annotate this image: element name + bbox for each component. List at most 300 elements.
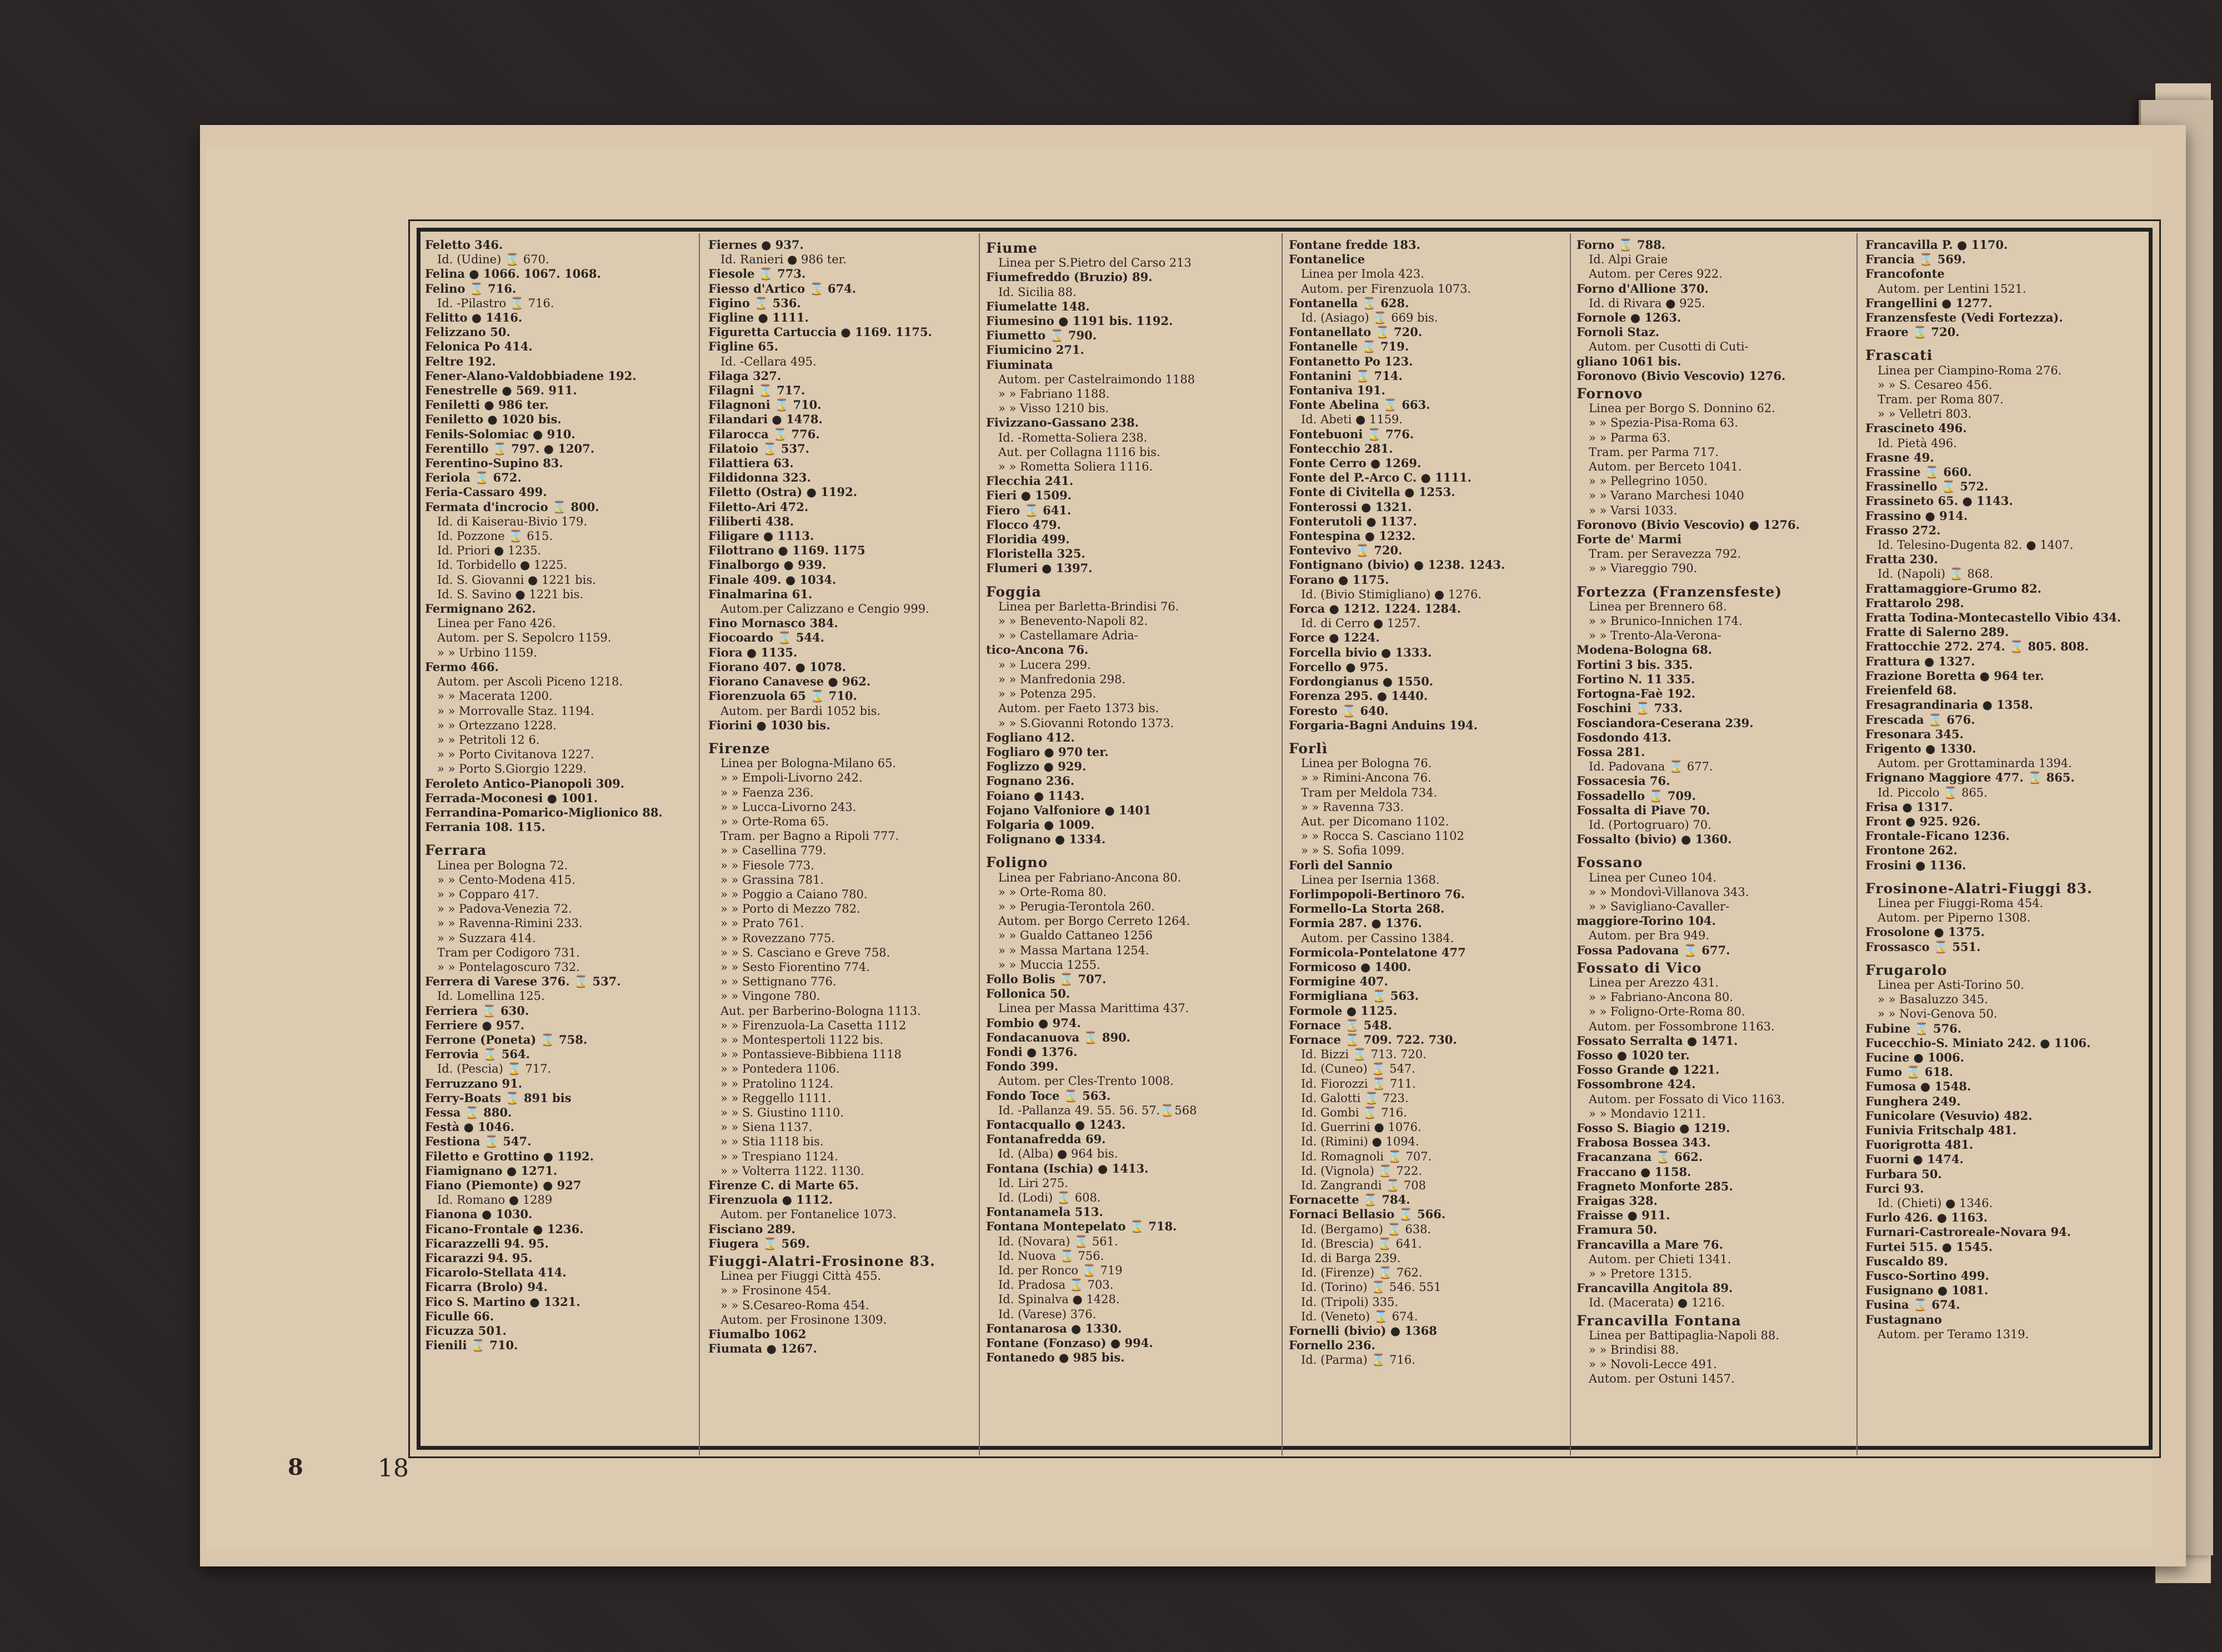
index-entry: Filattiera 63. — [708, 456, 794, 470]
index-entry: » » Pretore 1315. — [1589, 1267, 1692, 1281]
index-entry: Fordongianus ● 1550. — [1289, 674, 1434, 689]
index-entry: Autom. per Grottaminarda 1394. — [1878, 757, 2072, 770]
index-entry: Francofonte — [1865, 267, 1945, 281]
index-entry: Autom. per Bardi 1052 bis. — [720, 704, 881, 718]
index-entry: Fenils-Solomiac ● 910. — [425, 427, 575, 441]
index-entry: Fermo 466. — [425, 659, 499, 674]
index-entry: Id. per Ronco ⌛ 719 — [998, 1264, 1123, 1278]
index-entry: Tram. per Bagno a Ripoli 777. — [720, 829, 899, 843]
index-entry: Id. (Bergamo) ⌛ 638. — [1301, 1222, 1432, 1236]
index-entry: Fogliaro ● 970 ter. — [986, 744, 1109, 759]
index-entry: » » Castellamare Adria- — [998, 629, 1138, 643]
index-entry: Forano ● 1175. — [1289, 572, 1389, 587]
index-entry: » » Lucera 299. — [998, 658, 1091, 672]
index-entry: » » Savigliano-Cavaller- — [1589, 899, 1730, 913]
index-entry: Fontaniva 191. — [1289, 383, 1385, 398]
index-entry: Furlo 426. ● 1163. — [1865, 1210, 1988, 1225]
index-entry: Figuretta Cartuccia ● 1169. 1175. — [708, 325, 932, 339]
index-entry: » » Morrovalle Staz. 1194. — [437, 704, 594, 718]
index-entry: Id. Ranieri ● 986 ter. — [720, 253, 847, 267]
index-entry: Forte de' Marmi — [1577, 532, 1682, 547]
index-entry: Fienili ⌛ 710. — [425, 1338, 518, 1353]
index-entry: Fico S. Martino ● 1321. — [425, 1294, 580, 1309]
index-entry: Linea per Fiuggi-Roma 454. — [1878, 896, 2044, 910]
index-entry: » » S. Giustino 1110. — [720, 1105, 844, 1119]
index-entry: Formole ● 1125. — [1289, 1003, 1398, 1018]
index-entry: Fiumicino 271. — [986, 343, 1084, 357]
index-entry: Ficarra (Brolo) 94. — [425, 1280, 548, 1294]
index-entry: Fondi ● 1376. — [986, 1044, 1078, 1059]
index-entry: Fener-Alano-Valdobbiadene 192. — [425, 368, 637, 383]
index-entry: Id. (Asiago) ⌛ 669 bis. — [1301, 311, 1438, 325]
index-entry: Tram. per Seravezza 792. — [1589, 547, 1741, 561]
index-entry: Fresagrandinaria ● 1358. — [1865, 698, 2033, 712]
index-entry: » » Novi-Genova 50. — [1878, 1007, 1998, 1021]
index-entry: Fontevivo ⌛ 720. — [1289, 543, 1403, 558]
index-entry: Frosolone ● 1375. — [1865, 925, 1985, 939]
index-entry: Fosciandora-Ceserana 239. — [1577, 715, 1754, 730]
index-entry: Id. Fiorozzi ⌛ 711. — [1301, 1077, 1416, 1090]
index-entry: Finalborgo ● 939. — [708, 558, 827, 572]
index-entry: » » Siena 1137. — [720, 1120, 813, 1134]
index-entry: Fossato Serralta ● 1471. — [1577, 1033, 1738, 1048]
index-entry: Id. -Rometta-Soliera 238. — [998, 430, 1148, 444]
index-entry: Ficuzza 501. — [425, 1324, 507, 1338]
index-entry: Fossato di Vico — [1577, 959, 1702, 976]
index-column-6 — [1865, 238, 2149, 1341]
index-entry: Autom. per Berceto 1041. — [1589, 460, 1742, 474]
index-entry: Id. (Bivio Stimigliano) ● 1276. — [1301, 587, 1482, 601]
index-entry — [1865, 954, 2149, 960]
index-entry: Francavilla P. ● 1170. — [1865, 238, 2008, 252]
index-entry: Fivizzano-Gassano 238. — [986, 415, 1139, 430]
column-rule — [1856, 233, 1858, 1455]
index-entry: Fondo Toce ⌛ 563. — [986, 1088, 1111, 1103]
index-entry: Fratte di Salerno 289. — [1865, 625, 2009, 639]
index-entry: Felino ⌛ 716. — [425, 281, 517, 296]
index-entry: Tram. per Parma 717. — [1589, 445, 1719, 459]
index-entry: Fornello 236. — [1289, 1338, 1375, 1353]
index-entry: Fortini 3 bis. 335. — [1577, 657, 1693, 672]
index-entry: Fognano 236. — [986, 774, 1075, 788]
index-entry: Fermignano 262. — [425, 602, 536, 616]
index-entry: Id. Gombi ⌛ 716. — [1301, 1105, 1407, 1119]
index-entry: Fosdondo 413. — [1577, 730, 1671, 744]
index-entry: » » Velletri 803. — [1878, 407, 1972, 421]
index-entry: Ficarazzi 94. 95. — [425, 1251, 533, 1265]
index-entry: » » Brunico-Innichen 174. — [1589, 614, 1743, 628]
index-entry: Id. di Barga 239. — [1301, 1251, 1401, 1265]
index-entry: Fieri ● 1509. — [986, 488, 1072, 503]
index-entry: Autom. per Firenzuola 1073. — [1301, 282, 1472, 296]
index-entry: Fiumefreddo (Bruzio) 89. — [986, 270, 1153, 284]
index-entry: Frosini ● 1136. — [1865, 858, 1966, 872]
index-entry: Fontanelice — [1289, 252, 1365, 267]
index-entry: Fiamignano ● 1271. — [425, 1163, 558, 1178]
index-entry: Fornace ⌛ 709. 722. 730. — [1289, 1032, 1457, 1047]
index-entry: Autom. per Bra 949. — [1589, 929, 1710, 943]
index-entry: Flecchia 241. — [986, 474, 1074, 488]
index-entry: Festà ● 1046. — [425, 1120, 514, 1134]
index-entry: Fonte di Civitella ● 1253. — [1289, 485, 1455, 499]
index-entry: Frassineto 65. ● 1143. — [1865, 494, 2013, 508]
index-entry: Filaga 327. — [708, 368, 782, 383]
index-entry: Francavilla Fontana — [1577, 1312, 1741, 1329]
index-entry: Fiorini ● 1030 bis. — [708, 718, 830, 732]
index-entry: Filiberti 438. — [708, 514, 794, 528]
index-entry: Id. Pradosa ⌛ 703. — [998, 1278, 1114, 1292]
index-entry: » » Suzzara 414. — [437, 931, 536, 945]
index-entry: Fiorano Canavese ● 962. — [708, 674, 871, 689]
index-entry: » » Porto Civitanova 1227. — [437, 748, 594, 762]
index-entry: » » Basaluzzo 345. — [1878, 993, 1988, 1007]
index-entry: Id. Sicilia 88. — [998, 285, 1077, 299]
index-entry: Id. Padovana ⌛ 677. — [1589, 760, 1713, 774]
index-entry: Autom. per Faeto 1373 bis. — [998, 702, 1159, 715]
index-entry: Fontanafredda 69. — [986, 1132, 1106, 1147]
index-entry: Ferrera di Varese 376. ⌛ 537. — [425, 974, 621, 989]
index-entry: Fontana (Ischia) ● 1413. — [986, 1161, 1149, 1175]
index-entry: Fornaci Bellasio ⌛ 566. — [1289, 1207, 1446, 1222]
index-entry: Id. Piccolo ⌛ 865. — [1878, 785, 1988, 799]
index-entry: Autom. per Cles-Trento 1008. — [998, 1074, 1174, 1088]
index-entry: Id. (Napoli) ⌛ 868. — [1878, 567, 1994, 581]
index-entry: Fosso ● 1020 ter. — [1577, 1048, 1690, 1062]
index-entry: Funicolare (Vesuvio) 482. — [1865, 1108, 2033, 1123]
index-entry: » » Manfredonia 298. — [998, 672, 1126, 686]
index-entry: Fusignano ● 1081. — [1865, 1283, 1989, 1298]
index-entry: Linea per Massa Marittima 437. — [998, 1002, 1189, 1015]
index-entry: Linea per Borgo S. Donnino 62. — [1589, 402, 1775, 415]
index-column-5 — [1577, 238, 1848, 1386]
index-entry: Fuorigrotta 481. — [1865, 1138, 1974, 1152]
index-entry: Formello-La Storta 268. — [1289, 902, 1445, 916]
index-entry: Folignano ● 1334. — [986, 832, 1106, 847]
index-entry: Formigliana ⌛ 563. — [1289, 989, 1419, 1003]
index-entry: » » S.Giovanni Rotondo 1373. — [998, 716, 1174, 730]
index-entry: » » Benevento-Napoli 82. — [998, 614, 1148, 628]
index-entry: Autom. per Cusotti di Cuti- — [1589, 340, 1749, 354]
index-entry: Ferentillo ⌛ 797. ● 1207. — [425, 441, 595, 455]
index-entry: Ficulle 66. — [425, 1309, 494, 1323]
index-entry: Frattocchie 272. 274. ⌛ 805. 808. — [1865, 639, 2089, 654]
index-entry: » » Firenzuola-La Casetta 1112 — [720, 1018, 907, 1032]
index-entry: » » Vingone 780. — [720, 989, 820, 1003]
index-entry: » » Brindisi 88. — [1589, 1343, 1679, 1357]
index-entry: Firenzuola ● 1112. — [708, 1193, 833, 1207]
index-entry: Fontignano (bivio) ● 1238. 1243. — [1289, 558, 1505, 572]
index-entry: Id. Liri 275. — [998, 1176, 1068, 1190]
index-entry: Id. Pietà 496. — [1878, 436, 1957, 450]
index-entry: Fossalta di Piave 70. — [1577, 803, 1710, 817]
index-entry: Ferry-Boats ⌛ 891 bis — [425, 1090, 572, 1105]
index-entry: Fontanella ⌛ 628. — [1289, 296, 1409, 310]
index-entry: » » Pratolino 1124. — [720, 1077, 834, 1090]
index-entry: Fiumata ● 1267. — [708, 1341, 817, 1356]
index-entry: Fiuminata — [986, 357, 1053, 372]
index-entry: Finalmarina 61. — [708, 587, 813, 601]
index-entry: » » S. Cesareo 456. — [1878, 378, 1993, 392]
page-number: 18 — [378, 1454, 409, 1483]
index-entry: Feltre 192. — [425, 354, 496, 368]
index-entry: Id. -Pilastro ⌛ 716. — [437, 296, 554, 310]
index-entry: gliano 1061 bis. — [1577, 354, 1681, 368]
index-entry: Id. Priori ● 1235. — [437, 544, 542, 558]
index-entry: Floridia 499. — [986, 532, 1070, 547]
index-entry: Feniletti ● 986 ter. — [425, 398, 549, 412]
index-entry: » » Potenza 295. — [998, 687, 1097, 701]
index-entry: Filandari ● 1478. — [708, 412, 823, 427]
index-entry: Fossa Padovana ⌛ 677. — [1577, 943, 1730, 957]
index-entry: » » Copparo 417. — [437, 887, 539, 901]
index-entry: » » Pontassieve-Bibbiena 1118 — [720, 1048, 902, 1062]
index-entry — [708, 733, 979, 738]
index-entry: Forgaria-Bagni Anduins 194. — [1289, 718, 1478, 732]
index-entry: Fondo 399. — [986, 1059, 1059, 1074]
index-entry: Fumosa ● 1548. — [1865, 1079, 1971, 1094]
index-entry: Fortogna-Faè 192. — [1577, 687, 1695, 701]
index-entry: Id. Romagnoli ⌛ 707. — [1301, 1149, 1432, 1163]
index-entry: Fontecchio 281. — [1289, 441, 1393, 455]
index-entry: Fonte Cerro ● 1269. — [1289, 456, 1422, 470]
index-entry: » » Frosinone 454. — [720, 1284, 832, 1298]
index-entry: Foresto ⌛ 640. — [1289, 703, 1389, 718]
index-entry: tico-Ancona 76. — [986, 643, 1089, 657]
index-entry: Autom. per S. Sepolcro 1159. — [437, 631, 612, 645]
index-entry — [1577, 847, 1848, 852]
index-entry: » » Fabriano-Ancona 80. — [1589, 990, 1733, 1004]
column-rule — [699, 233, 700, 1455]
index-entry: Fucine ● 1006. — [1865, 1050, 1964, 1064]
index-entry: » » Settignano 776. — [720, 975, 837, 989]
index-entry: Ferriera ⌛ 630. — [425, 1003, 529, 1018]
index-entry: Felizzano 50. — [425, 325, 511, 339]
index-entry — [1865, 339, 2149, 345]
index-entry: Fraore ⌛ 720. — [1865, 325, 1960, 339]
index-column-1 — [425, 238, 696, 1353]
index-entry: Ferrara — [425, 842, 487, 859]
index-entry: Linea per Arezzo 431. — [1589, 975, 1719, 989]
index-entry: Frossasco ⌛ 551. — [1865, 939, 1981, 954]
index-entry — [1865, 873, 2149, 878]
index-entry: Formicola-Pontelatone 477 — [1289, 945, 1466, 959]
index-entry: Furnari-Castroreale-Novara 94. — [1865, 1225, 2071, 1239]
index-entry: Foronovo (Bivio Vescovio) ● 1276. — [1577, 517, 1800, 532]
index-entry: Front ● 925. 926. — [1865, 814, 1981, 828]
index-entry: Flocco 479. — [986, 517, 1061, 532]
index-entry — [425, 834, 696, 840]
index-entry: Id. Lomellina 125. — [437, 989, 545, 1003]
index-entry: Id. Bizzi ⌛ 713. 720. — [1301, 1048, 1427, 1062]
index-entry: Fino Mornasco 384. — [708, 616, 838, 630]
index-entry: Id. Torbidello ● 1225. — [437, 558, 568, 572]
index-entry: » » Viareggio 790. — [1589, 562, 1698, 575]
index-entry: » » S. Sofia 1099. — [1301, 844, 1405, 858]
index-entry: » » Trento-Ala-Verona- — [1589, 629, 1721, 643]
index-entry: Fornelli (bivio) ● 1368 — [1289, 1324, 1437, 1338]
index-entry: Id. Guerrini ● 1076. — [1301, 1120, 1422, 1134]
index-entry: Frassinello ⌛ 572. — [1865, 479, 1989, 494]
index-entry: Francia ⌛ 569. — [1865, 252, 1966, 267]
index-entry: Fogliano 412. — [986, 730, 1075, 744]
index-entry: Fiero ⌛ 641. — [986, 503, 1072, 517]
index-entry: Fonte Abelina ⌛ 663. — [1289, 398, 1430, 412]
index-entry: Fontanini ⌛ 714. — [1289, 368, 1403, 383]
index-entry: Franzensfeste (Vedi Fortezza). — [1865, 311, 2063, 325]
index-entry: » » Prato 761. — [720, 917, 804, 930]
index-entry: » » Perugia-Terontola 260. — [998, 899, 1155, 913]
column-rule — [1282, 233, 1283, 1455]
index-entry: Id. S. Savino ● 1221 bis. — [437, 587, 584, 601]
index-entry — [986, 847, 1278, 852]
index-column-3 — [986, 238, 1278, 1365]
index-entry: Fiernes ● 937. — [708, 238, 804, 252]
index-entry: Fusina ⌛ 674. — [1865, 1298, 1960, 1312]
index-entry: Id. di Rivara ● 925. — [1589, 296, 1705, 310]
column-rule — [1570, 233, 1571, 1455]
index-entry: Fiumesino ● 1191 bis. 1192. — [986, 314, 1173, 328]
index-entry: Id. (Pescia) ⌛ 717. — [437, 1062, 552, 1076]
index-entry: Fresonara 345. — [1865, 727, 1964, 741]
index-entry: » » Orte-Roma 80. — [998, 885, 1107, 899]
index-entry: Linea per Asti-Torino 50. — [1878, 978, 2024, 992]
index-entry: Linea per S.Pietro del Carso 213 — [998, 256, 1192, 270]
index-entry: Ferrovia ⌛ 564. — [425, 1047, 530, 1062]
index-entry: Fubine ⌛ 576. — [1865, 1021, 1962, 1035]
index-entry: Fornacette ⌛ 784. — [1289, 1193, 1410, 1207]
index-entry: Foggia — [986, 583, 1042, 600]
index-entry: Formigine 407. — [1289, 974, 1388, 989]
index-entry: Foligno — [986, 854, 1048, 871]
index-entry: » » Cento-Modena 415. — [437, 873, 575, 887]
index-entry: » » Porto di Mezzo 782. — [720, 902, 860, 916]
index-entry: Forenza 295. ● 1440. — [1289, 689, 1428, 703]
index-entry: Fornovo — [1577, 386, 1643, 402]
index-entry: Festiona ⌛ 547. — [425, 1134, 532, 1149]
index-entry: Fiumelatte 148. — [986, 299, 1090, 313]
index-entry: Fornace ⌛ 548. — [1289, 1018, 1392, 1032]
index-entry: Fumo ⌛ 618. — [1865, 1065, 1953, 1079]
index-entry: Frontale-Ficano 1236. — [1865, 829, 2010, 843]
index-entry: Fossadello ⌛ 709. — [1577, 788, 1696, 803]
index-entry: Foronovo (Bivio Vescovio) 1276. — [1577, 368, 1786, 383]
index-entry: Ficarolo-Stellata 414. — [425, 1265, 567, 1280]
index-entry: Linea per Ciampino-Roma 276. — [1878, 363, 2062, 377]
index-entry: Figline 65. — [708, 339, 778, 354]
index-entry: » » Casellina 779. — [720, 844, 827, 858]
index-entry: Fracanzana ⌛ 662. — [1577, 1150, 1703, 1164]
index-entry: Ferruzzano 91. — [425, 1076, 523, 1090]
index-entry: Forlì del Sannio — [1289, 858, 1393, 872]
index-entry: Formicoso ● 1400. — [1289, 959, 1412, 974]
index-entry: Modena-Bologna 68. — [1577, 643, 1713, 657]
index-entry: Ficarazzelli 94. 95. — [425, 1236, 549, 1250]
index-entry: » » Urbino 1159. — [437, 645, 537, 659]
index-entry: » » Pontedera 1106. — [720, 1062, 840, 1076]
index-entry: Autom. per Fontanelice 1073. — [720, 1208, 897, 1222]
index-entry: Folgaria ● 1009. — [986, 817, 1095, 832]
index-entry: Autom. per Ostuni 1457. — [1589, 1372, 1735, 1386]
index-entry: Frosinone-Alatri-Fiuggi 83. — [1865, 880, 2093, 897]
index-entry: Id. (Cuneo) ⌛ 547. — [1301, 1062, 1415, 1076]
index-entry: Fojano Valfoniore ● 1401 — [986, 803, 1152, 817]
index-entry: Forcella bivio ● 1333. — [1289, 645, 1432, 659]
index-entry: Tram per Codigoro 731. — [437, 945, 580, 959]
index-entry: Fiora ● 1135. — [708, 645, 798, 659]
index-entry: Fianona ● 1030. — [425, 1207, 533, 1222]
index-entry: Tram per Meldola 734. — [1301, 785, 1438, 799]
index-entry: Frontone 262. — [1865, 843, 1958, 858]
index-entry: Frigento ● 1330. — [1865, 741, 1976, 755]
index-entry: Fonterutoli ● 1137. — [1289, 514, 1417, 528]
index-entry: Linea per Battipaglia-Napoli 88. — [1589, 1328, 1779, 1342]
index-entry: Autom. per Fossombrone 1163. — [1589, 1019, 1775, 1033]
index-entry: Linea per Fabriano-Ancona 80. — [998, 870, 1182, 884]
index-entry: Fossacesia 76. — [1577, 774, 1670, 788]
index-entry: Fontespina ● 1232. — [1289, 529, 1416, 543]
index-entry: Id. (Rimini) ● 1094. — [1301, 1135, 1419, 1149]
index-entry: Frangellini ● 1277. — [1865, 296, 1993, 310]
index-entry: » » Mondovì-Villanova 343. — [1589, 885, 1749, 899]
index-entry: Fucecchio-S. Miniato 242. ● 1106. — [1865, 1035, 2091, 1050]
index-entry: Fontanedo ● 985 bis. — [986, 1350, 1125, 1365]
index-entry: » » Reggello 1111. — [720, 1091, 832, 1105]
index-entry: Filarocca ⌛ 776. — [708, 427, 820, 441]
index-entry: Id. Zangrandi ⌛ 708 — [1301, 1179, 1426, 1192]
index-entry: Felina ● 1066. 1067. 1068. — [425, 267, 601, 281]
index-entry: Felonica Po 414. — [425, 339, 533, 354]
index-entry: Frisa ● 1317. — [1865, 799, 1953, 814]
index-entry: Felitto ● 1416. — [425, 311, 523, 325]
index-entry: Autom. per Lentini 1521. — [1878, 282, 2026, 296]
index-entry: Fratta 230. — [1865, 552, 1938, 567]
index-entry: » » Sesto Fiorentino 774. — [720, 960, 870, 974]
index-entry: Linea per Brennero 68. — [1589, 599, 1727, 613]
index-entry: Linea per Bologna 72. — [437, 858, 568, 872]
index-entry: » » Fabriano 1188. — [998, 387, 1110, 401]
index-entry — [1289, 733, 1560, 738]
index-entry: Aut. per Collagna 1116 bis. — [998, 445, 1160, 459]
index-entry: Id. (Udine) ⌛ 670. — [437, 253, 549, 267]
index-entry: Follo Bolis ⌛ 707. — [986, 972, 1107, 986]
index-entry: Frattamaggiore-Grumo 82. — [1865, 581, 2041, 595]
index-entry: Fenestrelle ● 569. 911. — [425, 383, 577, 398]
index-entry: Fossa 281. — [1577, 744, 1645, 759]
index-entry: Linea per Fiuggi Città 455. — [720, 1269, 882, 1283]
index-entry: Id. (Torino) ⌛ 546. 551 — [1301, 1280, 1442, 1294]
index-entry: Feriola ⌛ 672. — [425, 470, 522, 485]
index-entry: maggiore-Torino 104. — [1577, 914, 1716, 928]
index-entry: Fossano — [1577, 854, 1643, 871]
index-entry — [986, 576, 1278, 582]
index-entry: Id. (Alba) ● 964 bis. — [998, 1147, 1118, 1161]
index-entry: Autom. per Piperno 1308. — [1878, 911, 2031, 925]
index-entry: Fisciano 289. — [708, 1222, 795, 1236]
index-entry: Id. (Portogruaro) 70. — [1589, 818, 1711, 832]
index-entry: Id. (Lodi) ⌛ 608. — [998, 1191, 1101, 1204]
index-entry: » » Parma 63. — [1589, 430, 1671, 444]
index-entry: Filigare ● 1113. — [708, 529, 814, 543]
index-entry: Filottrano ● 1169. 1175 — [708, 543, 865, 558]
index-entry: Fontanelle ⌛ 719. — [1289, 339, 1409, 354]
index-entry: Fornoli Staz. — [1577, 325, 1660, 339]
index-entry: » » Foligno-Orte-Roma 80. — [1589, 1005, 1745, 1019]
index-entry: Id. (Macerata) ● 1216. — [1589, 1296, 1725, 1310]
index-entry: Linea per Imola 423. — [1301, 267, 1424, 281]
index-entry: Id. (Parma) ⌛ 716. — [1301, 1353, 1415, 1367]
index-entry: Fontane fredde 183. — [1289, 238, 1420, 252]
index-entry: Linea per Bologna-Milano 65. — [720, 757, 897, 770]
